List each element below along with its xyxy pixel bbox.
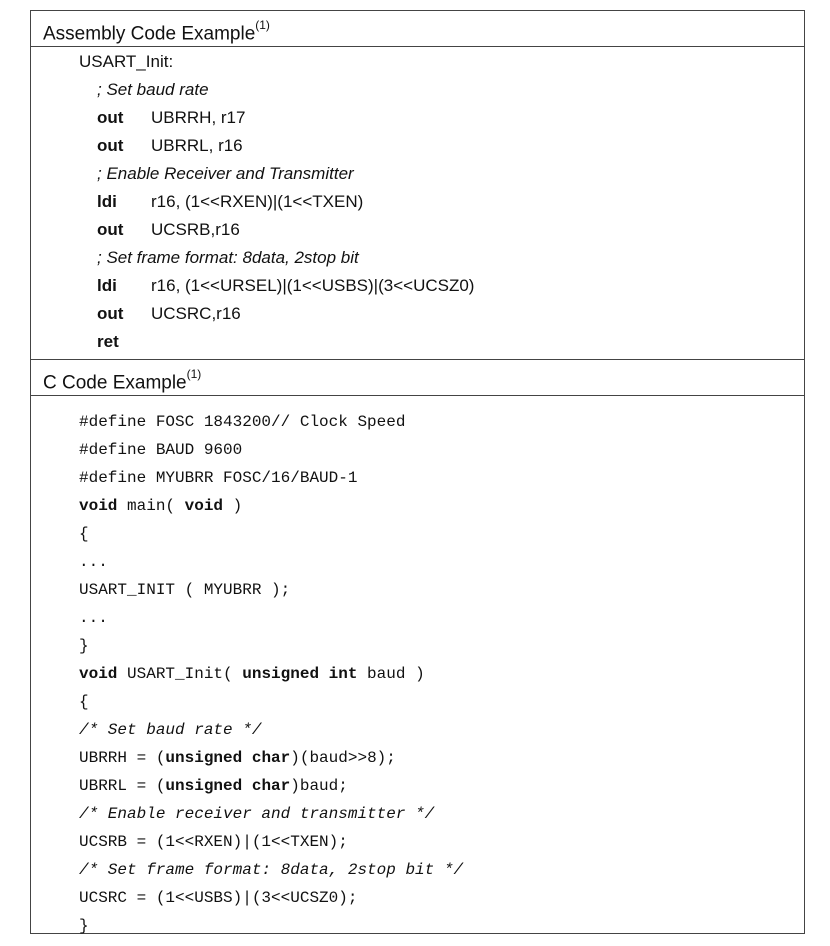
assembly-comment: ; Enable Receiver and Transmitter	[97, 164, 354, 183]
assembly-opcode: out	[97, 220, 124, 239]
c-code-line	[79, 828, 348, 856]
c-code-block	[31, 396, 804, 933]
assembly-operands: UCSRC,r16	[151, 304, 241, 323]
c-comment: /* Set frame format: 8data, 2stop bit */	[79, 861, 464, 879]
c-code-text: ...	[79, 609, 108, 627]
assembly-heading	[31, 11, 804, 47]
assembly-instruction-line	[97, 216, 240, 244]
assembly-operands: UBRRH, r17	[151, 108, 246, 127]
c-code-text: #define FOSC 1843200// Clock Speed	[79, 413, 406, 431]
c-code-text: main(	[117, 497, 185, 515]
c-code-text: UBRRH = (	[79, 749, 166, 767]
assembly-instruction-line	[97, 188, 363, 216]
c-code-line	[79, 548, 108, 576]
assembly-footnote-marker: (1)	[255, 18, 270, 32]
code-example-table	[30, 10, 805, 934]
c-code-line	[79, 464, 357, 492]
c-code-text: USART_INIT ( MYUBRR );	[79, 581, 291, 599]
c-code-text: }	[79, 917, 89, 935]
c-keyword: unsigned int	[242, 665, 358, 683]
c-code-line	[79, 744, 396, 772]
c-code-text: UCSRB = (1<<RXEN)|(1<<TXEN);	[79, 833, 348, 851]
assembly-heading-text: Assembly Code Example	[43, 23, 256, 45]
c-code-line	[79, 884, 357, 912]
assembly-opcode: ldi	[97, 192, 117, 211]
c-footnote-marker: (1)	[186, 367, 202, 381]
assembly-opcode: out	[97, 108, 124, 127]
c-code-line	[79, 632, 89, 660]
c-code-line	[79, 772, 348, 800]
c-code-text: UBRRL = (	[79, 777, 166, 795]
assembly-opcode: ldi	[97, 276, 117, 295]
c-code-line	[79, 604, 108, 632]
c-code-text: baud )	[357, 665, 425, 683]
c-code-text: USART_Init(	[117, 665, 243, 683]
c-code-text: )(baud>>8);	[290, 749, 396, 767]
c-code-line	[79, 660, 425, 688]
c-code-line	[79, 912, 89, 940]
c-code-line	[79, 520, 89, 548]
c-code-text: #define BAUD 9600	[79, 441, 243, 459]
assembly-opcode: out	[97, 304, 124, 323]
c-keyword: unsigned char	[165, 749, 291, 767]
assembly-comment-line	[97, 244, 359, 272]
assembly-comment-line	[97, 76, 209, 104]
c-code-text: ...	[79, 553, 108, 571]
c-code-line	[79, 408, 405, 436]
c-code-line	[79, 688, 89, 716]
c-keyword: void	[184, 497, 224, 515]
assembly-label: USART_Init:	[79, 52, 174, 71]
assembly-comment-line	[97, 160, 354, 188]
assembly-operands: r16, (1<<URSEL)|(1<<USBS)|(3<<UCSZ0)	[151, 276, 475, 295]
assembly-instruction-line	[97, 300, 241, 328]
assembly-instruction-line	[97, 104, 245, 132]
c-code-line	[79, 576, 290, 604]
c-keyword: void	[79, 665, 118, 683]
c-code-text: }	[79, 637, 89, 655]
assembly-operands: r16, (1<<RXEN)|(1<<TXEN)	[151, 192, 364, 211]
c-comment: /* Enable receiver and transmitter */	[79, 805, 435, 823]
c-heading	[31, 360, 804, 396]
c-code-text: {	[79, 525, 89, 543]
assembly-operands: UBRRL, r16	[151, 136, 243, 155]
assembly-comment: ; Set frame format: 8data, 2stop bit	[97, 248, 359, 267]
c-heading-text: C Code Example	[43, 372, 187, 394]
c-keyword: void	[79, 497, 118, 515]
assembly-code-block	[31, 47, 804, 359]
assembly-instruction-line	[97, 132, 243, 160]
assembly-comment: ; Set baud rate	[97, 80, 209, 99]
c-code-line	[79, 716, 261, 744]
c-code-text: )	[223, 497, 243, 515]
assembly-operands: UCSRB,r16	[151, 220, 240, 239]
c-code-line	[79, 800, 434, 828]
c-comment: /* Set baud rate */	[79, 721, 262, 739]
c-code-text: )baud;	[290, 777, 348, 795]
assembly-instruction-line	[97, 328, 151, 356]
c-code-text: {	[79, 693, 89, 711]
c-code-text: UCSRC = (1<<USBS)|(3<<UCSZ0);	[79, 889, 358, 907]
assembly-opcode: out	[97, 136, 124, 155]
assembly-opcode: ret	[97, 332, 119, 351]
c-keyword: unsigned char	[165, 777, 291, 795]
assembly-instruction-line	[97, 272, 474, 300]
c-code-line	[79, 436, 242, 464]
c-code-text: #define MYUBRR FOSC/16/BAUD-1	[79, 469, 358, 487]
c-code-line	[79, 856, 463, 884]
c-code-line	[79, 492, 242, 520]
